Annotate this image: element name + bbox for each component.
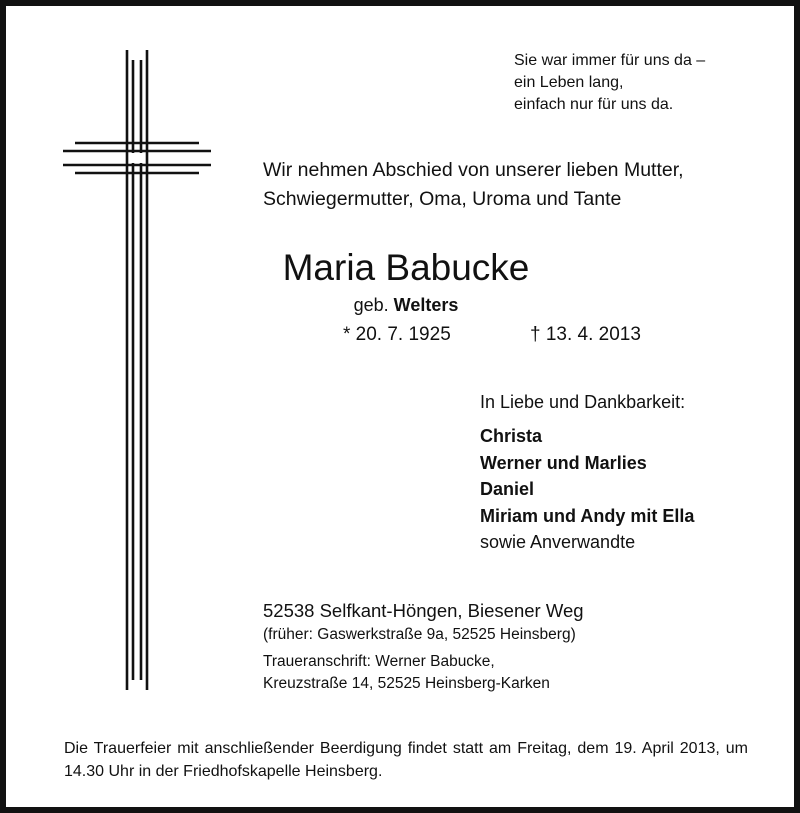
intro-line: Schwiegermutter, Oma, Uroma und Tante <box>263 188 622 210</box>
former-address: (früher: Gaswerkstraße 9a, 52525 Heinsberg) <box>263 626 576 643</box>
mourning-address-line: Traueranschrift: Werner Babucke, <box>263 653 495 670</box>
relatives-line: sowie Anverwandte <box>480 532 636 552</box>
death-date: † 13. 4. 2013 <box>530 324 641 345</box>
motto-line: einfach nur für uns da. <box>514 96 674 113</box>
farewell-intro <box>263 156 684 214</box>
maiden-name-line <box>6 293 800 317</box>
motto-line: ein Leben lang, <box>514 74 624 91</box>
home-address: 52538 Selfkant-Höngen, Biesener Weg <box>263 600 584 621</box>
motto-verse <box>514 50 705 116</box>
family-member: Daniel <box>480 479 535 499</box>
cross-icon <box>63 50 211 690</box>
mourning-address <box>263 651 550 695</box>
family-member: Werner und Marlies <box>480 452 647 473</box>
family-members <box>480 423 694 529</box>
birth-date: * 20. 7. 1925 <box>343 324 451 345</box>
maiden-prefix: geb. <box>353 295 389 315</box>
love-gratitude-line: In Liebe und Dankbarkeit: <box>480 392 686 412</box>
motto-line: Sie war immer für uns da – <box>514 52 706 69</box>
intro-line: Wir nehmen Abschied von unserer lieben Mutter, <box>263 159 684 181</box>
family-member: Miriam und Andy mit Ella <box>480 505 695 526</box>
family-member: Christa <box>480 426 543 446</box>
funeral-info: Die Trauerfeier mit anschließender Beerdigung findet statt am Freitag, dem 19. April 2013, um 14.30 Uhr in der Friedhofskapelle Heinsberg. <box>64 740 748 780</box>
maiden-name: Welters <box>393 295 459 315</box>
deceased-name: Maria Babucke <box>282 247 530 288</box>
mourning-address-line: Kreuzstraße 14, 52525 Heinsberg-Karken <box>263 675 550 692</box>
